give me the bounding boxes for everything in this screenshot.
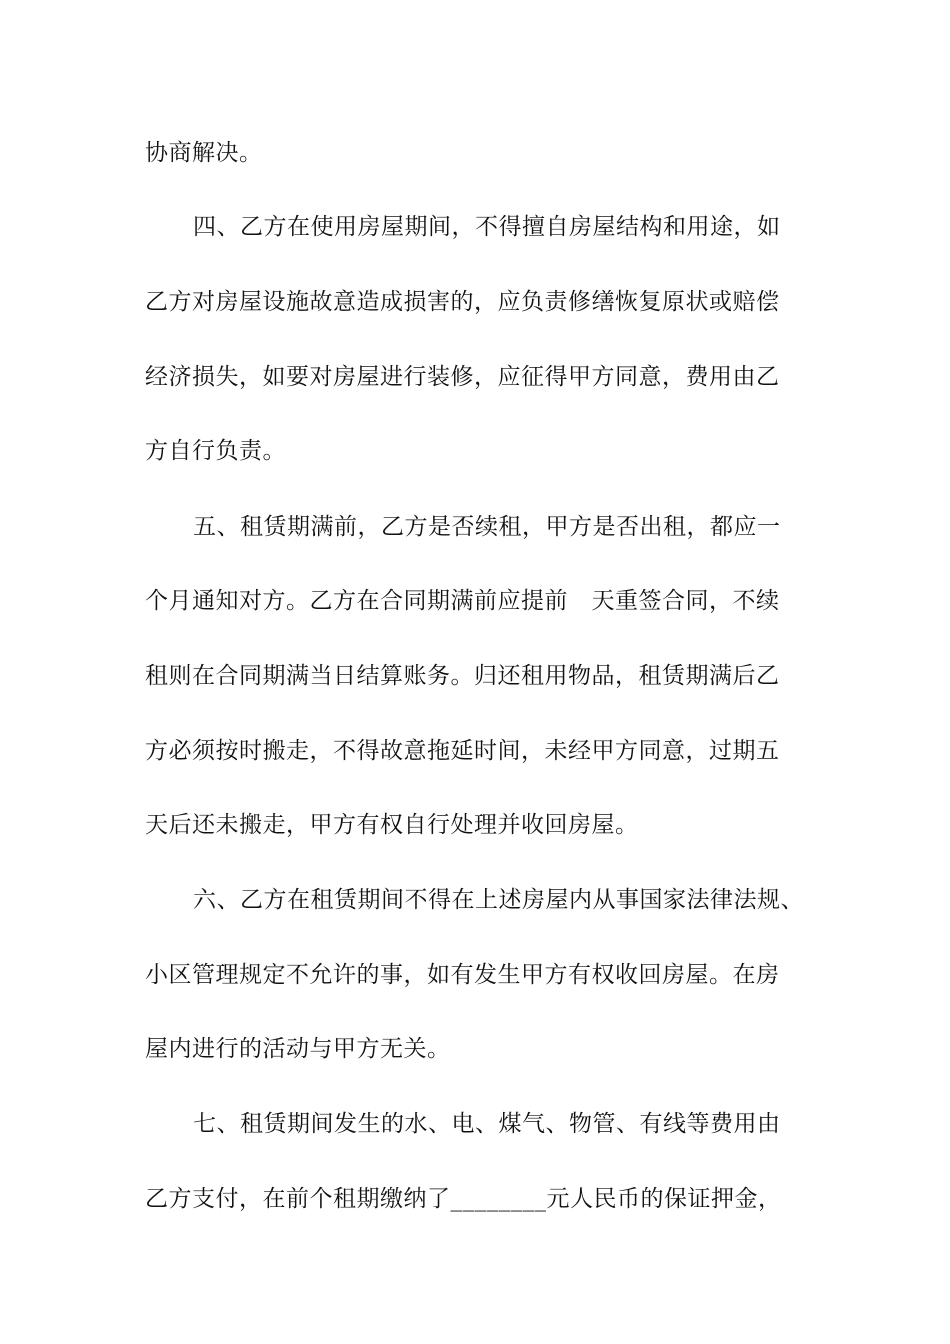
text-line: 个月通知对方。乙方在合同期满前应提前 天重签合同，不续 xyxy=(145,588,780,614)
text-line: 乙方对房屋设施故意造成损害的，应负责修缮恢复原状或赔偿 xyxy=(145,289,780,315)
text-line: 协商解决。 xyxy=(145,140,263,166)
text-line: 租则在合同期满当日结算账务。归还租用物品，租赁期满后乙 xyxy=(145,663,780,689)
text-line: 乙方支付，在前个租期缴纳了________元人民币的保证押金， xyxy=(145,1186,782,1212)
clause-six-start: 六、乙方在租赁期间不得在上述房屋内从事国家法律法规、 xyxy=(193,887,804,913)
text-line: 方自行负责。 xyxy=(145,438,286,464)
text-line: 天后还未搬走，甲方有权自行处理并收回房屋。 xyxy=(145,812,639,838)
text-line: 屋内进行的活动与甲方无关。 xyxy=(145,1036,451,1062)
clause-seven-start: 七、租赁期间发生的水、电、煤气、物管、有线等费用由 xyxy=(193,1111,781,1137)
clause-five-start: 五、租赁期满前，乙方是否续租，甲方是否出租，都应一 xyxy=(193,514,781,540)
text-line: 方必须按时搬走，不得故意拖延时间，未经甲方同意，过期五 xyxy=(145,738,780,764)
clause-four-start: 四、乙方在使用房屋期间，不得擅自房屋结构和用途，如 xyxy=(193,214,781,240)
text-line: 经济损失，如要对房屋进行装修，应征得甲方同意，费用由乙 xyxy=(145,364,780,390)
text-line: 小区管理规定不允许的事，如有发生甲方有权收回房屋。在房 xyxy=(145,962,780,988)
